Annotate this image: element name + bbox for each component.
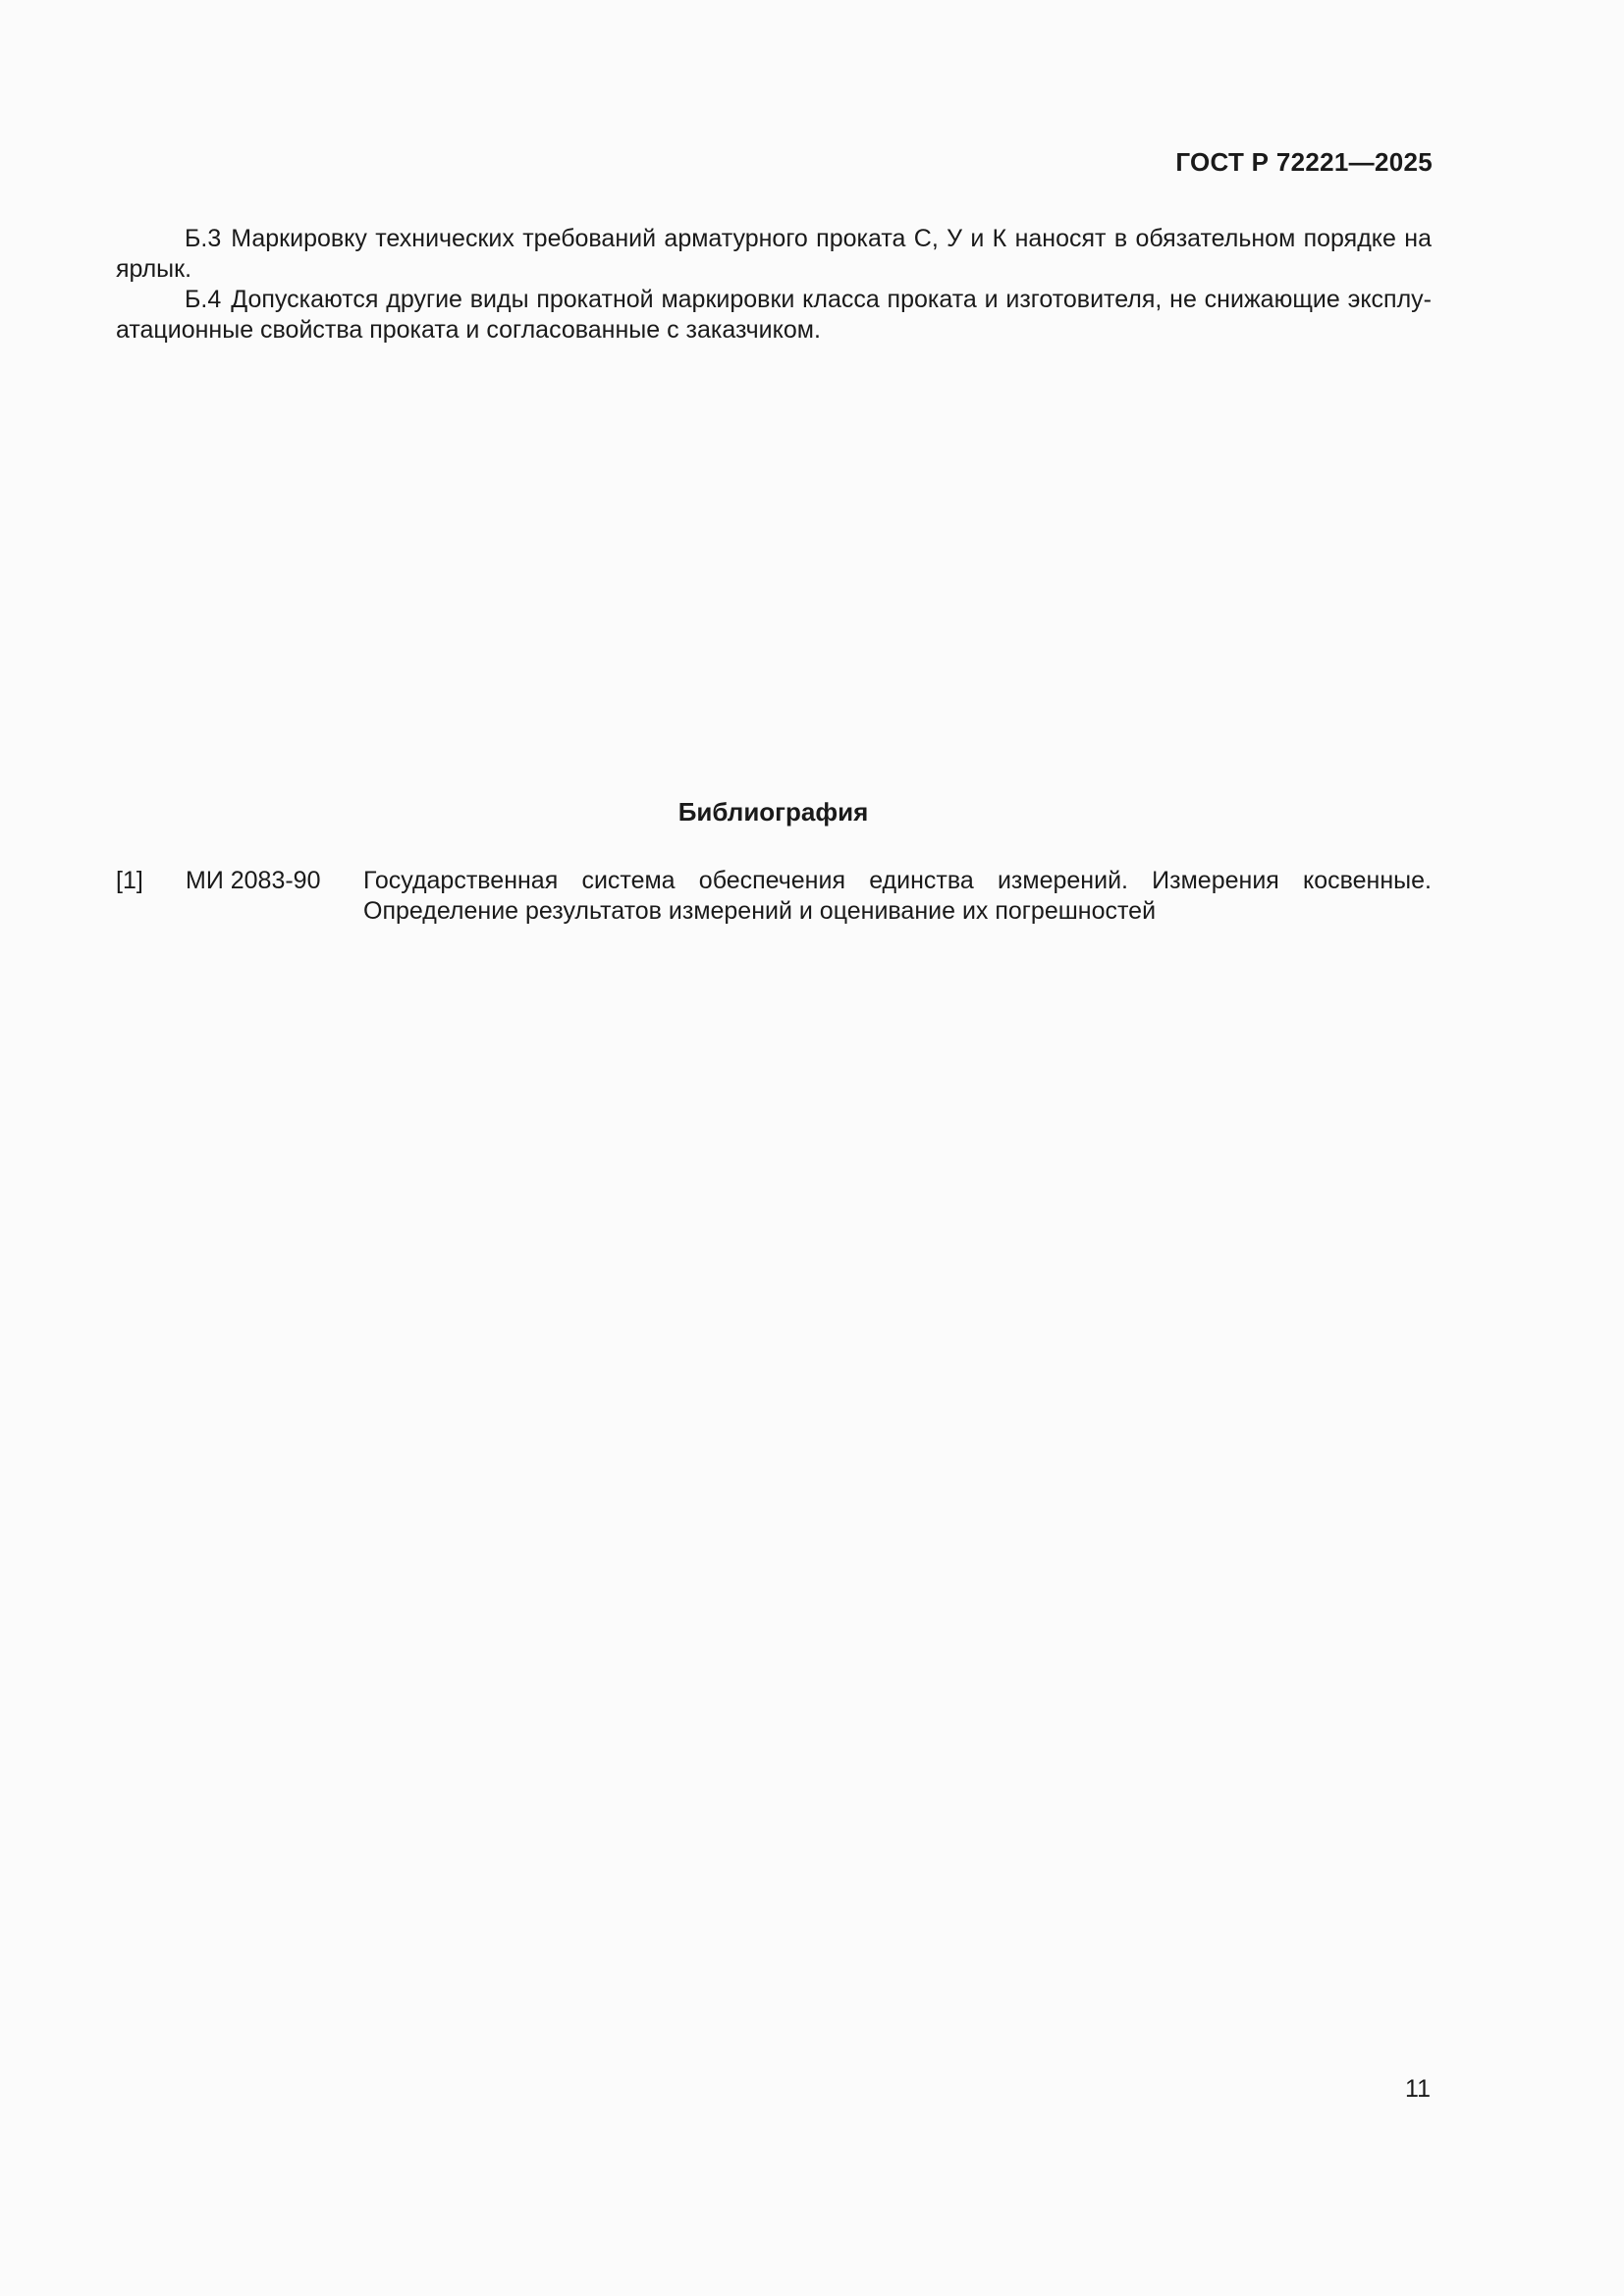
page-number: 11 — [1405, 2075, 1431, 2103]
paragraph-number: Б.4 — [185, 286, 222, 313]
paragraph-number: Б.3 — [185, 225, 222, 252]
paragraph-text: Маркировку технических требований арматурного проката С, У и К наносят в обязательном порядке на ярлык. — [116, 225, 1432, 283]
paragraph-text: Допускаются другие виды прокатной маркировки класса проката и изготовителя, не снижающие эксплуатационные свойства проката и согласованные с заказчиком. — [116, 286, 1432, 344]
bibliography-index: [1] — [116, 867, 143, 894]
bibliography-code: МИ 2083-90 — [186, 867, 321, 894]
document-designation: ГОСТ Р 72221—2025 — [1175, 147, 1433, 177]
annex-text — [116, 224, 1432, 346]
paragraph-b3 — [116, 224, 1432, 285]
bibliography-title: Библиография — [677, 797, 869, 827]
bibliography-description: Государственная система обеспечения единства измерений. Измерения косвенные. Определение результатов измерений и оценивание их погрешностей — [363, 867, 1432, 925]
paragraph-b4 — [116, 285, 1432, 346]
